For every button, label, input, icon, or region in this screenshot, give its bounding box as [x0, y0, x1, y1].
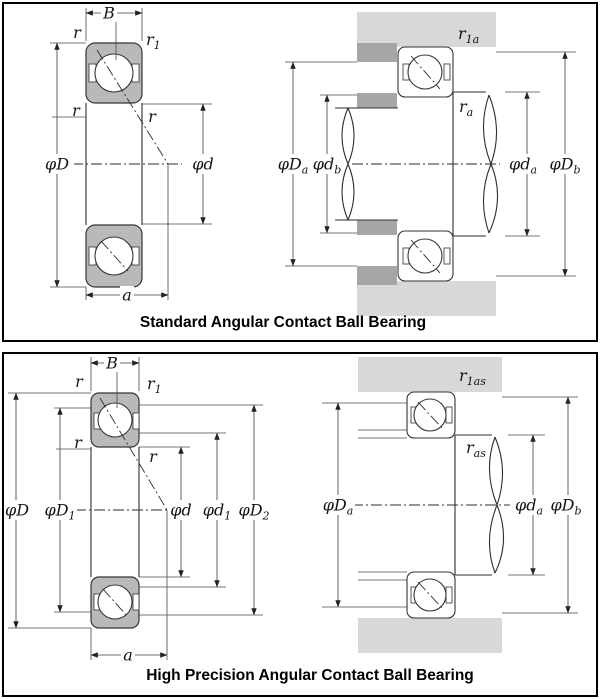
precision-mounting-view [321, 357, 583, 653]
panel-high-precision-bearing [2, 352, 598, 697]
svg-text:φda: $\varphi d_a$ [508, 154, 538, 177]
dim-label-D [4, 500, 33, 520]
mounted-bearing-top [407, 392, 455, 438]
svg-text:φD: φD [44, 154, 70, 174]
bearing-section-top [86, 43, 142, 103]
housing-bottom [357, 281, 496, 316]
dim-label-d [187, 154, 219, 174]
dim-label-Db [549, 495, 583, 518]
dim-label-d1 [201, 500, 234, 523]
dim-label-B [101, 4, 117, 23]
housing-shoulder-bottom [357, 266, 397, 285]
dim-B [91, 354, 139, 391]
svg-text:B: B [106, 354, 118, 373]
dim-label-a [120, 286, 134, 305]
svg-text:φD2: $\varphi D_2$ [238, 500, 270, 523]
label-shaft-fillet-ras: $r_{as}$ [466, 438, 486, 460]
label-r-outer-top: r [75, 372, 83, 391]
dim-label-D1 [43, 500, 77, 523]
svg-text:φDb: $\varphi D_b$ [550, 495, 582, 518]
mounted-bearing-bottom [398, 231, 453, 281]
caption-high-precision: High Precision Angular Contact Ball Bearing [146, 667, 474, 684]
label-shaft-fillet-ra: $r_a$ [459, 97, 474, 119]
dim-shaft-abutment-da [508, 435, 546, 575]
label-r-outer-top: r [73, 23, 81, 42]
dim-label-D2 [237, 500, 271, 523]
dim-label-Db [548, 154, 582, 177]
svg-text:φd: φd [192, 154, 214, 174]
ball [414, 579, 446, 611]
label-r-bore-mid: r [148, 107, 156, 126]
standard-bearing-drawing [4, 4, 596, 338]
mounted-bearing-bottom [407, 572, 455, 618]
shaft-spacer-bottom [357, 220, 397, 235]
dim-label-da [513, 495, 546, 518]
dim-label-D [40, 154, 74, 174]
svg-text:φd: φd [170, 500, 192, 520]
dim-spacer-diameter-db [311, 95, 357, 233]
bearing-section-bottom [91, 577, 139, 628]
housing-bottom [358, 618, 502, 653]
shaft-spacer-top [357, 93, 397, 108]
mounted-bearing-top [398, 47, 453, 97]
dim-bore-diameter-d [139, 447, 196, 577]
dim-label-db [311, 154, 344, 177]
housing-shoulder-top [357, 43, 397, 62]
ball [98, 403, 132, 437]
label-r1-front-top: $r_1$ [146, 30, 161, 52]
svg-text:φDa: $\varphi D_a$ [277, 154, 309, 177]
svg-text:φd1: $\varphi d_1$ [202, 500, 232, 523]
precision-section-view [4, 354, 271, 665]
svg-text:φDb: $\varphi D_b$ [549, 154, 581, 177]
dim-label-d [167, 500, 196, 520]
label-r-outer-mid: r [74, 433, 82, 452]
svg-text:φD: φD [4, 500, 30, 520]
bearing-section-bottom [86, 225, 142, 287]
ball [95, 54, 133, 92]
ball [98, 585, 132, 619]
ball [414, 399, 446, 431]
label-housing-fillet-r1as: $r_{1as}$ [459, 366, 486, 388]
high-precision-bearing-drawing [4, 354, 596, 695]
dim-label-a [121, 646, 135, 665]
dim-label-B [104, 354, 120, 373]
label-r-outer-mid: r [72, 101, 80, 120]
standard-mounting-view [276, 12, 582, 316]
svg-text:φda: $\varphi d_a$ [514, 495, 544, 518]
standard-section-view [40, 4, 219, 305]
label-r-bore-mid: r [149, 447, 157, 466]
svg-text:a: a [123, 645, 133, 665]
dim-label-da [507, 154, 540, 177]
svg-text:B: B [103, 4, 115, 23]
dim-outer-diameter-D [40, 43, 86, 287]
dim-shaft-abutment-da [505, 92, 540, 236]
bearing-face-lines [91, 447, 139, 577]
svg-text:φdb: $\varphi d_b$ [312, 154, 342, 177]
svg-text:φD1: $\varphi D_1$ [44, 500, 76, 523]
bearing-section-top [91, 393, 139, 447]
dim-B [86, 4, 142, 41]
svg-text:φDa: $\varphi D_a$ [322, 495, 354, 518]
panel-standard-bearing [2, 2, 598, 342]
caption-standard: Standard Angular Contact Ball Bearing [139, 314, 427, 331]
label-r1-front-top: $r_1$ [147, 374, 162, 396]
svg-text:a: a [122, 285, 132, 305]
dim-label-Da [276, 154, 310, 177]
label-housing-fillet-r1a: $r_{1a}$ [458, 24, 480, 46]
dim-label-Da [321, 495, 355, 518]
